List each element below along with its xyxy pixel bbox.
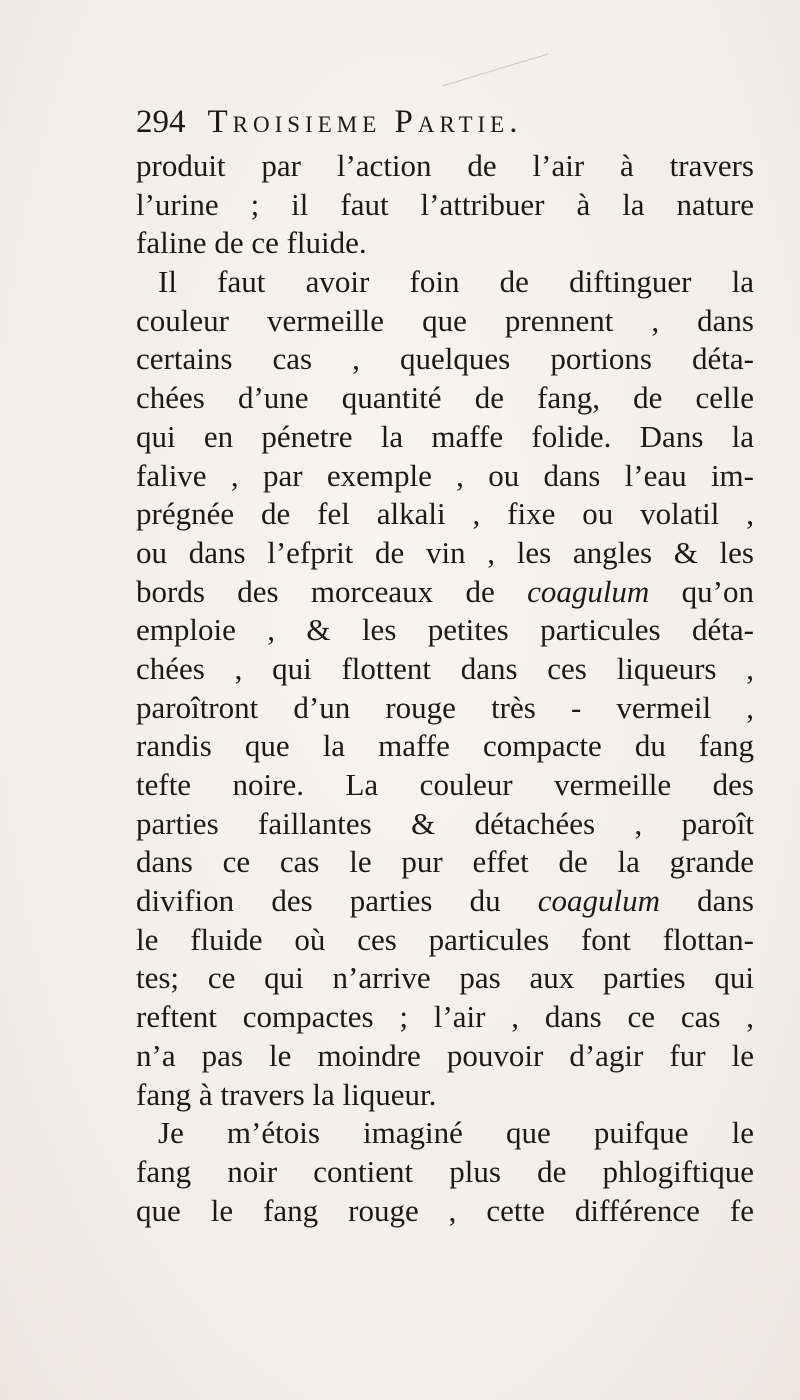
text-line: que le fang rouge , cette différence fe bbox=[136, 1192, 754, 1228]
text-line: falive , par exemple , ou dans l’eau im- bbox=[136, 457, 754, 493]
text-segment: bords des morceaux de bbox=[136, 573, 528, 609]
text-line: faline de ce fluide. bbox=[136, 225, 367, 261]
text-line bbox=[136, 882, 754, 921]
text-line: certains cas , quelques portions déta- bbox=[136, 341, 754, 377]
text-line: fang noir contient plus de phlogiftique bbox=[136, 1153, 754, 1189]
text-line: l’urine ; il faut l’attribuer à la nature bbox=[136, 186, 754, 222]
text-line: Il faut avoir foin de diftinguer la bbox=[158, 264, 754, 300]
running-head bbox=[136, 100, 756, 144]
text-line: ou dans l’efprit de vin , les angles & les bbox=[136, 534, 754, 570]
text-line: n’a pas le moindre pouvoir d’agir fur le bbox=[136, 1037, 754, 1073]
text-segment: dans bbox=[660, 883, 754, 919]
page-number: 294 bbox=[136, 104, 186, 140]
body-text bbox=[136, 147, 754, 1230]
text-line: tes; ce qui n’arrive pas aux parties qui bbox=[136, 960, 754, 996]
text-line: tefte noire. La couleur vermeille des bbox=[136, 767, 754, 802]
text-segment: divifion des parties du bbox=[136, 883, 538, 919]
running-title: Troisieme Partie. bbox=[207, 104, 523, 140]
text-line: Je m’étois imaginé que puifque le bbox=[158, 1115, 754, 1151]
text-line: dans ce cas le pur effet de la grande bbox=[136, 844, 754, 880]
text-line: fang à travers la liqueur. bbox=[136, 1076, 437, 1112]
text-line: chées d’une quantité de fang, de celle bbox=[136, 380, 754, 416]
pencil-mark bbox=[440, 50, 550, 90]
text-line bbox=[136, 573, 754, 612]
text-line: emploie , & les petites particules déta- bbox=[136, 612, 754, 648]
text-line: le fluide où ces particules font flottan- bbox=[136, 921, 754, 957]
text-line: produit par l’action de l’air à travers bbox=[136, 148, 754, 183]
italic-term: coagulum bbox=[527, 573, 650, 609]
text-segment: qu’on bbox=[649, 573, 754, 609]
text-line: paroîtront d’un rouge très - vermeil , bbox=[136, 689, 754, 725]
text-line: randis que la maffe compacte du fang bbox=[136, 728, 754, 764]
text-line: couleur vermeille que prennent , dans bbox=[136, 302, 754, 338]
italic-term: coagulum bbox=[537, 883, 661, 919]
text-line: prégnée de fel alkali , fixe ou volatil , bbox=[136, 496, 754, 532]
text-line: qui en pénetre la maffe folide. Dans la bbox=[136, 418, 754, 454]
text-line: parties faillantes & détachées , paroît bbox=[136, 805, 754, 841]
text-line: chées , qui flottent dans ces liqueurs , bbox=[136, 650, 754, 686]
text-line: reftent compactes ; l’air , dans ce cas , bbox=[136, 999, 754, 1035]
